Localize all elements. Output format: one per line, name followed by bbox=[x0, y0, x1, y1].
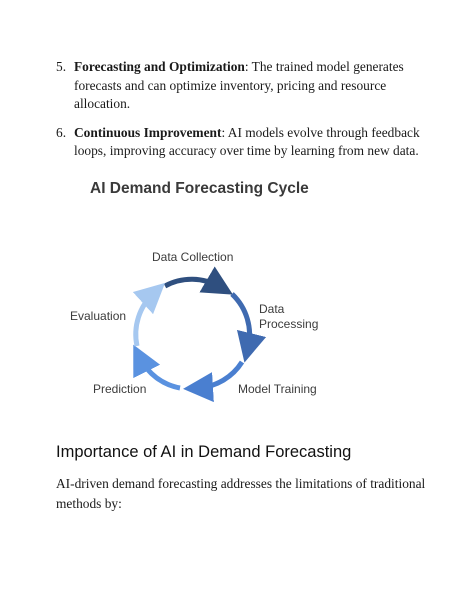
list-item-description: : AI models evolve through feedback loops, improving accuracy over time by learning from new data. bbox=[74, 124, 420, 159]
arrow-training-to-prediction bbox=[198, 362, 242, 388]
arrow-processing-to-training bbox=[232, 294, 250, 348]
section-heading: Importance of AI in Demand Forecasting bbox=[56, 443, 352, 461]
list-item-text bbox=[74, 58, 426, 114]
stage-data-processing-line2: Processing bbox=[259, 317, 319, 331]
list-item bbox=[56, 124, 426, 161]
list-item-text bbox=[74, 124, 426, 161]
stage-prediction: Prediction bbox=[93, 382, 147, 396]
stage-data-processing-line1: Data bbox=[259, 302, 285, 316]
list-item-term: Forecasting and Optimization bbox=[74, 59, 245, 74]
list-number: 6. bbox=[56, 124, 67, 140]
list-number: 5. bbox=[56, 59, 67, 74]
cycle-diagram bbox=[0, 230, 474, 420]
arrow-evaluation-to-collection bbox=[136, 293, 154, 346]
list-item-description: : The trained model generates forecasts and can optimize inventory, pricing and resource allocation. bbox=[74, 59, 404, 112]
stage-evaluation: Evaluation bbox=[70, 309, 127, 323]
section-paragraph: AI-driven demand forecasting addresses the limitations of traditional methods by: bbox=[56, 476, 426, 511]
numbered-list bbox=[56, 58, 426, 171]
stage-model-training: Model Training bbox=[238, 382, 317, 396]
stage-data-collection: Data Collection bbox=[152, 250, 234, 264]
figure-title: AI Demand Forecasting Cycle bbox=[90, 180, 309, 197]
arrow-collection-to-processing bbox=[165, 279, 220, 287]
list-item bbox=[56, 58, 426, 114]
list-item-term: Continuous Improvement bbox=[74, 124, 222, 140]
